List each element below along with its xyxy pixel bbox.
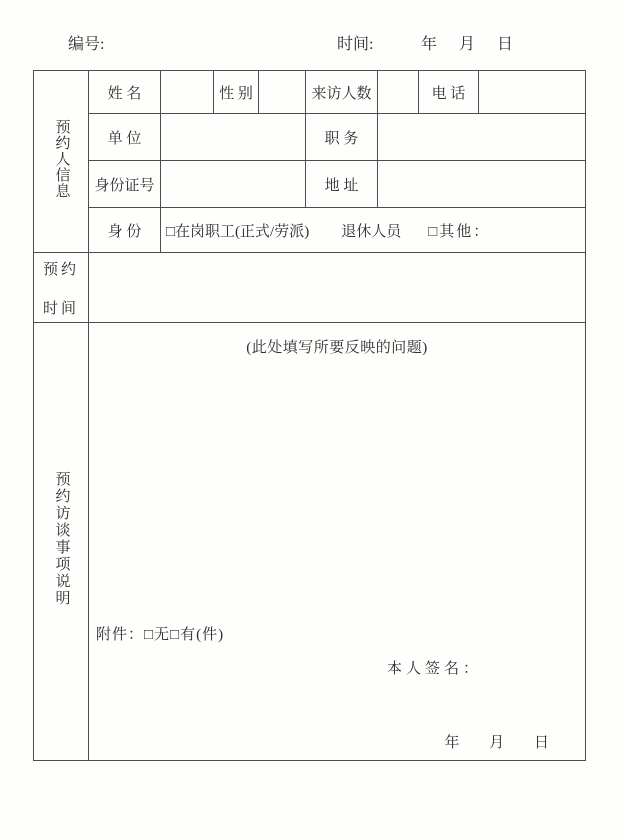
appointment-time-value-cell xyxy=(89,253,586,323)
appointment-time-title-line2: 时间 xyxy=(42,300,79,317)
matters-hint-text: (此处填写所要反映的问题) xyxy=(246,340,428,356)
gender-label: 性 别 xyxy=(214,71,259,114)
position-label: 职 务 xyxy=(306,114,378,161)
name-label: 姓 名 xyxy=(89,71,161,114)
matters-content-cell xyxy=(89,323,586,761)
section-matters-header xyxy=(34,323,89,761)
visitor-count-label: 来访人数 xyxy=(306,71,378,114)
phone-value-cell xyxy=(479,71,586,114)
form-date-placeholder: 年 月 日 xyxy=(421,36,514,53)
unit-label: 单 位 xyxy=(89,114,161,161)
identity-options-row xyxy=(161,220,585,241)
phone-label: 电 话 xyxy=(419,71,479,114)
checkbox-option-other: □其他： xyxy=(428,223,491,240)
matters-title: 预约访谈事项说明 xyxy=(53,471,70,607)
form-time-label: 时间: xyxy=(337,36,374,53)
name-value-cell xyxy=(161,71,214,114)
form-number-label: 编号: xyxy=(68,36,105,53)
visitor-count-value-cell xyxy=(378,71,419,114)
attachment-checkbox-line: 附件：□无□有(件) xyxy=(96,627,225,643)
unit-value-cell xyxy=(161,114,306,161)
address-value-cell xyxy=(378,161,586,208)
option-retired: 退休人员 xyxy=(341,223,402,240)
section-appointee-info-header xyxy=(34,71,89,253)
signature-label: 本人签名： xyxy=(387,661,483,677)
appointment-time-title xyxy=(34,258,88,318)
checkbox-option-active-employee: □在岗职工(正式/劳派) xyxy=(166,223,310,240)
signature-date-placeholder: 年 月 日 xyxy=(444,735,549,751)
identity-label: 身 份 xyxy=(89,208,161,253)
position-value-cell xyxy=(378,114,586,161)
appointment-time-title-line1: 预约 xyxy=(42,261,79,278)
appointee-info-title: 预约人信息 xyxy=(53,119,70,199)
section-appointment-time-header xyxy=(34,253,89,323)
id-number-label: 身份证号 xyxy=(89,161,161,208)
gender-value-cell xyxy=(259,71,306,114)
address-label: 地 址 xyxy=(306,161,378,208)
identity-options-cell xyxy=(161,208,586,253)
id-number-value-cell xyxy=(161,161,306,208)
appointment-form-table xyxy=(33,70,586,761)
